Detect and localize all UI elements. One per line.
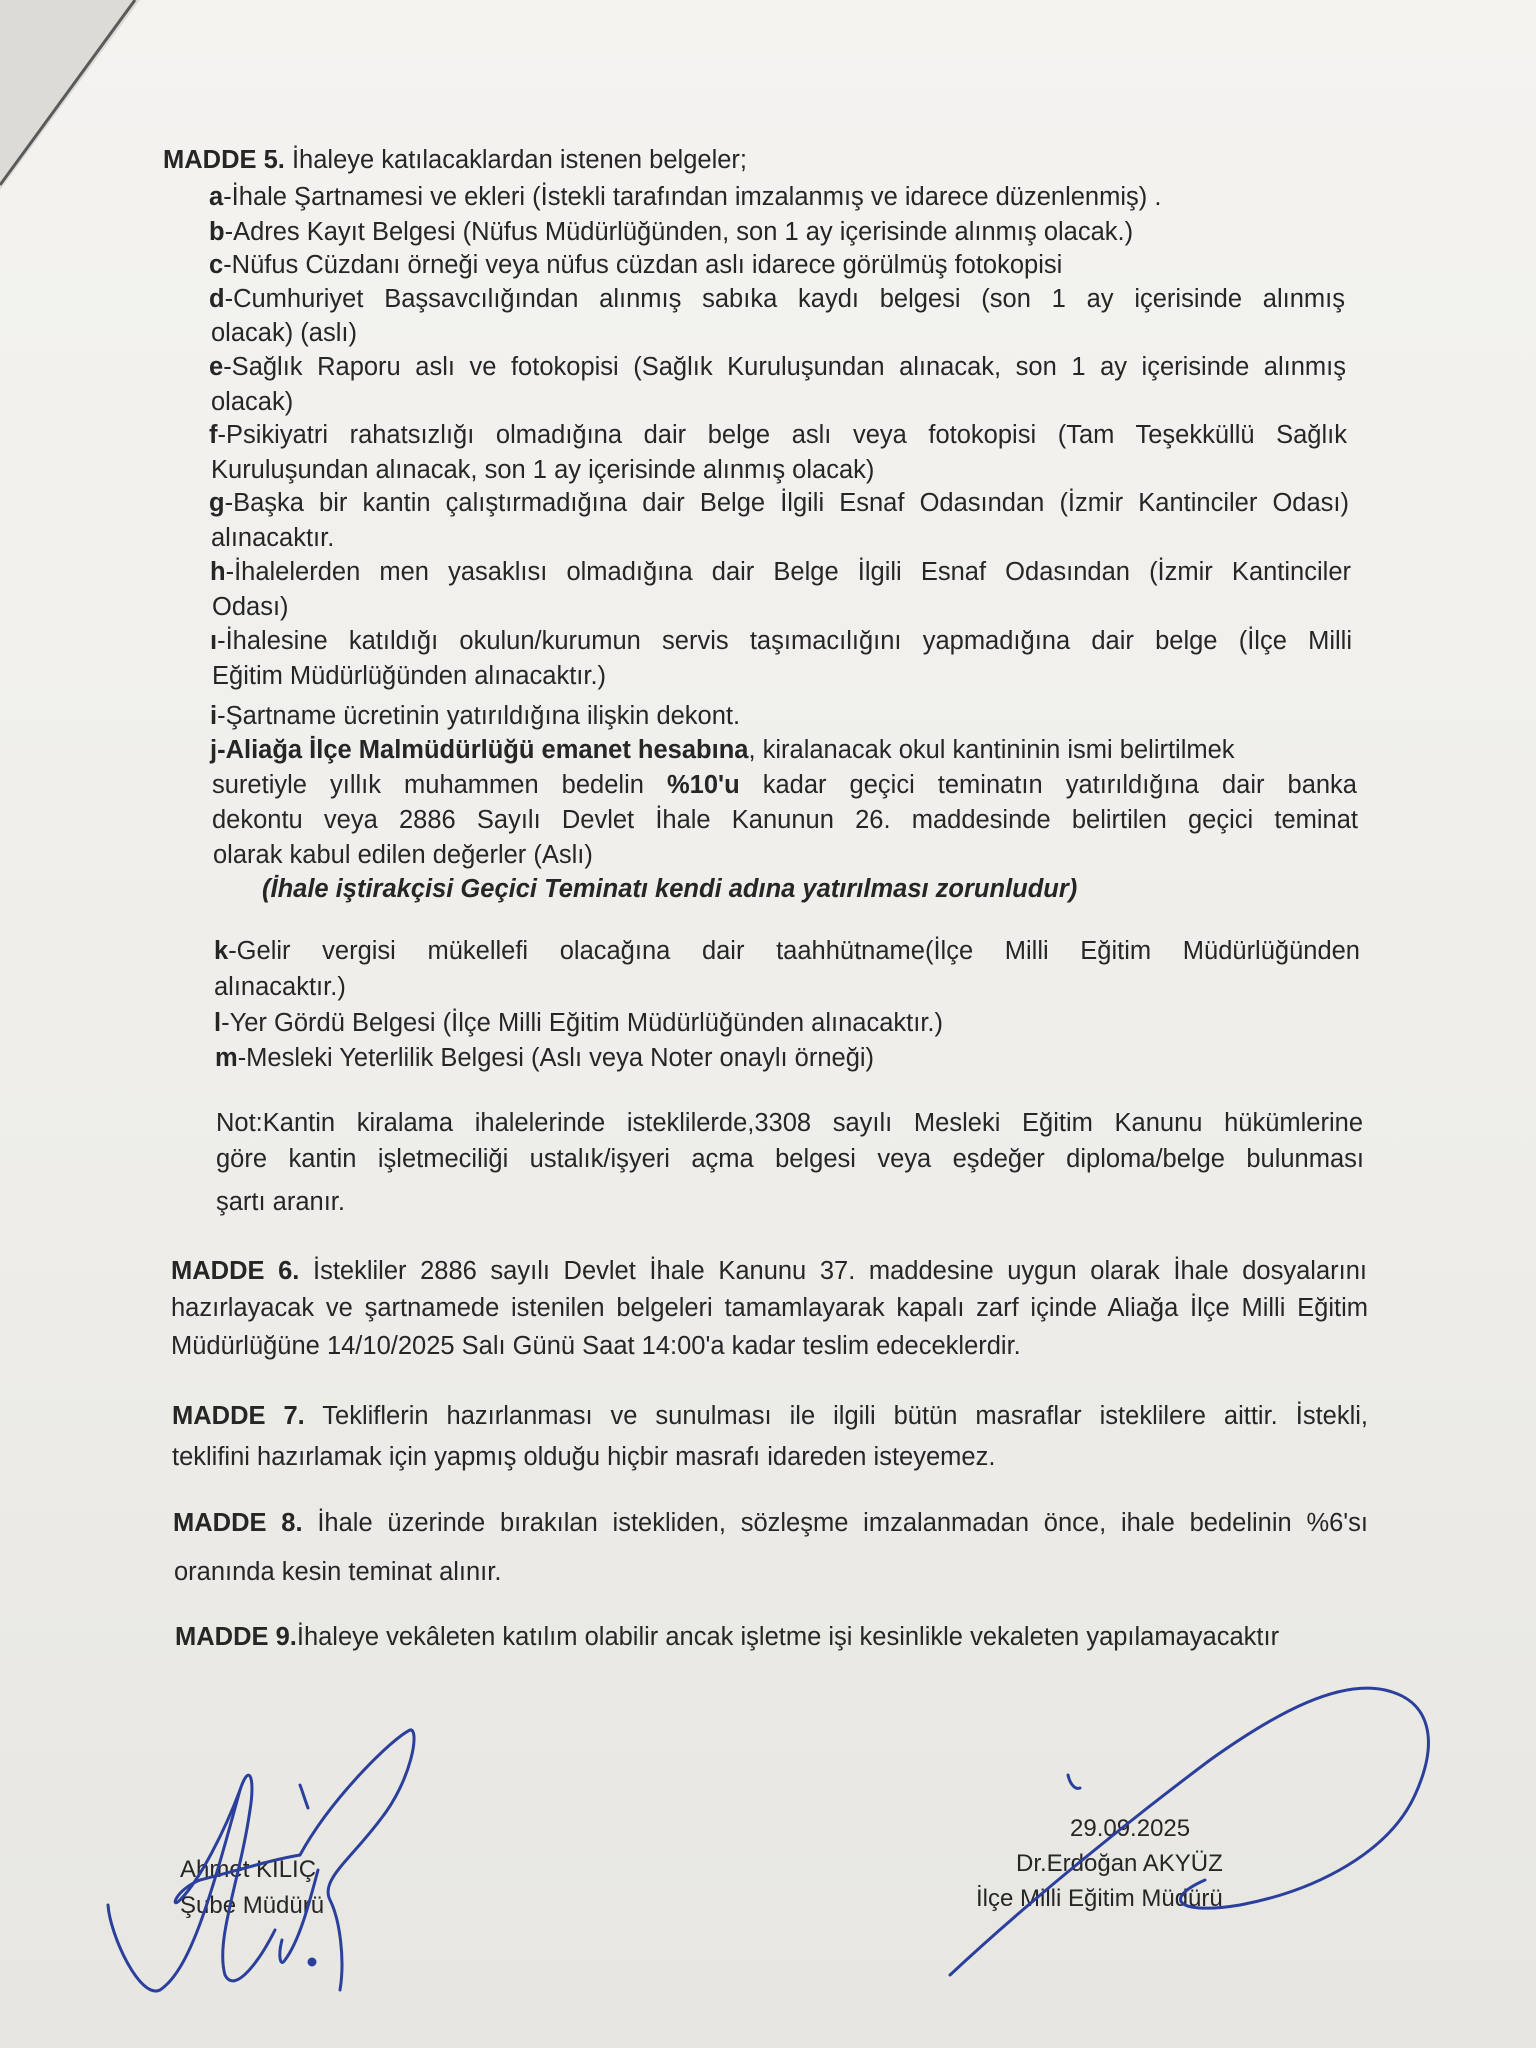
item-text: -Nüfus Cüzdanı örneği veya nüfus cüzdan aslı idarece görülmüş fotokopisi <box>223 251 1063 279</box>
item-key: g <box>209 489 225 517</box>
madde5-item-ı <box>210 626 1352 656</box>
madde5-item-e-cont: olacak) <box>211 388 294 416</box>
madde5-item-l <box>214 1008 943 1038</box>
item-text: -İhalelerden men yasaklısı olmadığına dair Belge İlgili Esnaf Odasından (İzmir Kantinciler <box>225 558 1351 586</box>
madde5-item-f <box>209 420 1347 450</box>
item-key: m <box>215 1044 238 1072</box>
madde7-line2: teklifini hazırlamak için yapmış olduğu hiçbir masrafı idareden isteyemez. <box>172 1443 996 1471</box>
item-text: -Mesleki Yeterlilik Belgesi (Aslı veya Noter onaylı örneği) <box>237 1044 875 1072</box>
madde5-item-j-line3: dekontu veya 2886 Sayılı Devlet İhale Kanunun 26. maddesinde belirtilen geçici teminat <box>212 806 1358 834</box>
madde5-not-line2: göre kantin işletmeciliği ustalık/işyeri açma belgesi veya eşdeğer diploma/belge bulunması <box>216 1145 1364 1173</box>
madde5-item-j-line4: olarak kabul edilen değerler (Aslı) <box>213 841 593 869</box>
item-key: i <box>210 702 218 730</box>
madde5-title: İhaleye katılacaklardan istenen belgeler; <box>291 146 747 174</box>
item-text: -Şartname ücretinin yatırıldığına ilişkin dekont. <box>217 702 741 730</box>
madde5-item-d-cont: olacak) (aslı) <box>211 319 357 347</box>
item-key: b <box>209 218 225 246</box>
item-text: -Cumhuriyet Başsavcılığından alınmış sabıka kaydı belgesi (son 1 ay içerisinde alınmış <box>224 285 1345 313</box>
madde5-item-k-cont: alınacaktır.) <box>214 973 346 1001</box>
madde8-line2: oranında kesin teminat alınır. <box>174 1558 502 1586</box>
madde5-item-a <box>209 182 1161 212</box>
madde5-item-f-cont: Kuruluşundan alınacak, son 1 ay içerisinde alınmış olacak) <box>211 456 875 484</box>
item-key: f <box>209 421 218 449</box>
madde8-text: İhale üzerinde bırakılan istekliden, sözleşme imzalanmadan önce, ihale bedelinin %6'sı <box>317 1509 1369 1537</box>
madde9-text: İhaleye vekâleten katılım olabilir ancak işletme işi kesinlikle vekaleten yapılamayacaktır <box>296 1623 1280 1651</box>
madde9-line <box>175 1622 1279 1652</box>
madde5-item-ı-cont: Eğitim Müdürlüğünden alınacaktır.) <box>212 662 607 690</box>
item-text: -Adres Kayıt Belgesi (Nüfus Müdürlüğünden, son 1 ay içerisinde alınmış olacak.) <box>224 218 1134 246</box>
item-text: -Psikiyatri rahatsızlığı olmadığına dair belge aslı veya fotokopisi (Tam Teşekküllü Sağlık <box>217 421 1347 449</box>
madde7-text: Tekliflerin hazırlanması ve sunulması ile ilgili bütün masraflar isteklilere aittir. İstekli, <box>322 1402 1369 1430</box>
madde5-label: MADDE 5. <box>163 146 285 174</box>
item-text: -İhalesine katıldığı okulun/kurumun servis taşımacılığını yapmadığına dair belge (İlçe Milli <box>217 627 1352 655</box>
item-text: -Yer Gördü Belgesi (İlçe Milli Eğitim Müdürlüğünden alınacaktır.) <box>221 1009 943 1037</box>
madde7-line1 <box>172 1401 1368 1431</box>
madde5-item-j-line1 <box>210 735 1235 765</box>
item-key: d <box>209 285 225 313</box>
item-key: c <box>209 251 224 279</box>
madde5-item-d <box>209 284 1345 314</box>
item-j-line2-a: suretiyle yıllık muhammen bedelin <box>212 771 644 799</box>
madde6-line1 <box>171 1256 1367 1286</box>
madde5-item-i <box>210 701 740 731</box>
item-key: k <box>214 937 229 965</box>
madde5-item-g <box>209 488 1349 518</box>
madde9-label: MADDE 9. <box>175 1623 297 1651</box>
madde5-item-k <box>214 936 1360 966</box>
madde8-label: MADDE 8. <box>173 1509 303 1537</box>
item-j-bold: j-Aliağa İlçe Malmüdürlüğü emanet hesabına <box>210 736 749 764</box>
item-key: ı <box>210 627 218 655</box>
madde5-item-c <box>209 250 1062 280</box>
madde5-heading <box>163 145 747 175</box>
item-text: -İhale Şartnamesi ve ekleri (İstekli tarafından imzalanmış ve idarece düzenlenmiş) . <box>223 183 1162 211</box>
madde5-item-j-line2 <box>212 770 1357 800</box>
madde6-text: İstekliler 2886 sayılı Devlet İhale Kanunu 37. maddesine uygun olarak İhale dosyalarını <box>312 1257 1367 1285</box>
madde5-item-h <box>210 557 1351 587</box>
item-j-rest: , kiralanacak okul kantininin ismi belirtilmek <box>748 736 1235 764</box>
madde5-item-m <box>215 1043 874 1073</box>
madde5-item-h-cont: Odası) <box>212 593 289 621</box>
madde6-line2: hazırlayacak ve şartnamede istenilen belgeleri tamamlayarak kapalı zarf içinde Aliağa İlçe Milli Eğitim <box>171 1294 1368 1322</box>
madde5-not-line3: şartı aranır. <box>216 1188 345 1216</box>
madde5-item-j-note: (İhale iştirakçisi Geçici Teminatı kendi adına yatırılması zorunludur) <box>262 875 1078 903</box>
left-signatory-title: Şube Müdürü <box>180 1892 325 1919</box>
item-text: -Gelir vergisi mükellefi olacağına dair taahhütname(İlçe Milli Eğitim Müdürlüğünden <box>228 937 1360 965</box>
madde8-line1 <box>173 1508 1368 1538</box>
signature-date: 29.09.2025 <box>1070 1815 1191 1842</box>
item-key: e <box>209 353 224 381</box>
madde7-label: MADDE 7. <box>172 1402 305 1430</box>
item-key: a <box>209 183 224 211</box>
right-signatory-title: İlçe Milli Eğitim Müdürü <box>976 1885 1223 1912</box>
left-signatory-name: Ahmet KILIÇ <box>180 1856 317 1883</box>
item-key: l <box>214 1009 222 1037</box>
right-signatory-name: Dr.Erdoğan AKYÜZ <box>1016 1850 1223 1877</box>
madde5-item-g-cont: alınacaktır. <box>211 524 335 552</box>
item-text: -Başka bir kantin çalıştırmadığına dair Belge İlgili Esnaf Odasından (İzmir Kantinciler Odası) <box>224 489 1349 517</box>
madde5-item-e <box>209 352 1346 382</box>
madde5-not-line1: Not:Kantin kiralama ihalelerinde isteklilerde,3308 sayılı Mesleki Eğitim Kanunu hükümlerine <box>216 1109 1363 1137</box>
item-j-line2-b: kadar geçici teminatın yatırıldığına dair banka <box>762 771 1357 799</box>
madde5-item-b <box>209 217 1133 247</box>
item-text: -Sağlık Raporu aslı ve fotokopisi (Sağlık Kuruluşundan alınacak, son 1 ay içerisinde alınmış <box>223 353 1346 381</box>
item-j-percent: %10'u <box>666 771 740 799</box>
madde6-line3: Müdürlüğüne 14/10/2025 Salı Günü Saat 14:00'a kadar teslim edeceklerdir. <box>171 1332 1021 1360</box>
madde6-label: MADDE 6. <box>171 1257 300 1285</box>
item-key: h <box>210 558 226 586</box>
